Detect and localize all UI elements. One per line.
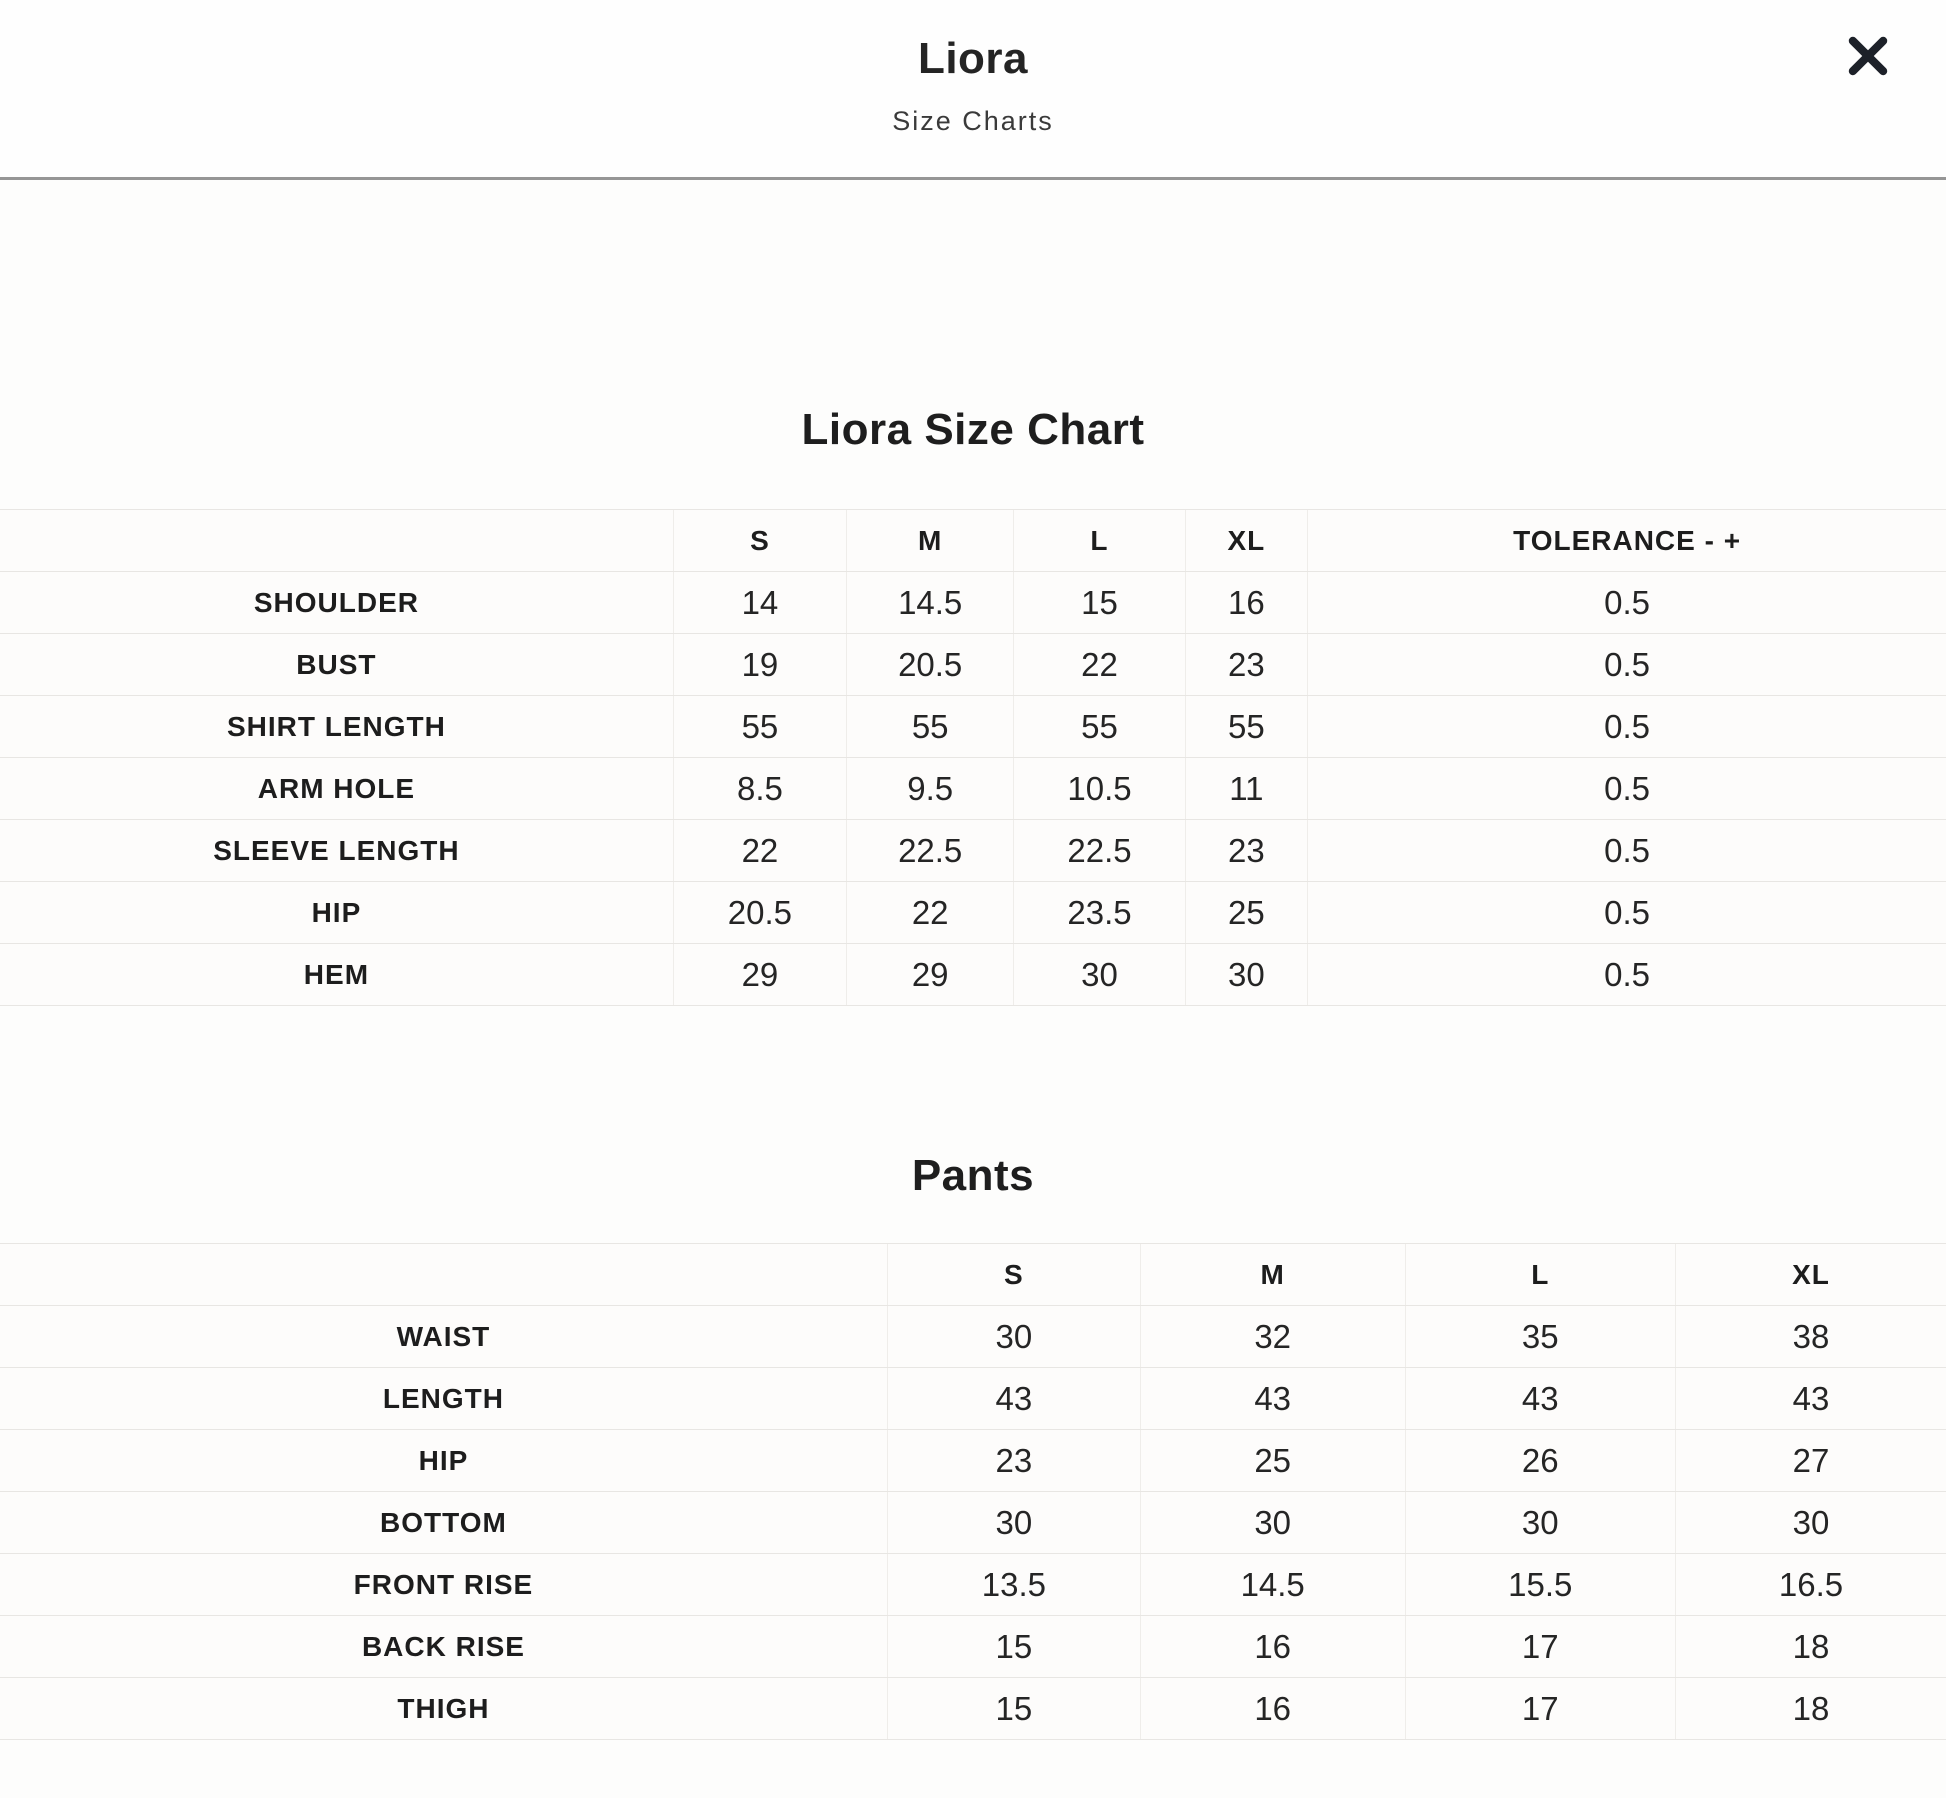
table-row <box>0 1492 1946 1554</box>
cell-value: 14 <box>673 572 846 634</box>
table-row <box>0 820 1946 882</box>
cell-value: 23 <box>1185 634 1308 696</box>
cell-value: 43 <box>1675 1368 1946 1430</box>
cell-value: 22 <box>847 882 1014 944</box>
column-header: M <box>1140 1244 1405 1306</box>
cell-value: 23.5 <box>1014 882 1185 944</box>
corner-cell <box>0 1244 887 1306</box>
cell-value: 16 <box>1185 572 1308 634</box>
column-header: XL <box>1675 1244 1946 1306</box>
cell-value: 30 <box>1675 1492 1946 1554</box>
cell-value: 29 <box>673 944 846 1006</box>
cell-value: 55 <box>673 696 846 758</box>
cell-value: 16.5 <box>1675 1554 1946 1616</box>
row-label: THIGH <box>0 1678 887 1740</box>
cell-value: 11 <box>1185 758 1308 820</box>
row-label: HIP <box>0 1430 887 1492</box>
cell-value: 15 <box>1014 572 1185 634</box>
column-header: L <box>1014 510 1185 572</box>
cell-value: 0.5 <box>1308 820 1946 882</box>
cell-value: 55 <box>1014 696 1185 758</box>
modal-title: Liora <box>917 34 1029 83</box>
table-row <box>0 1678 1946 1740</box>
cell-value: 55 <box>847 696 1014 758</box>
cell-value: 30 <box>887 1492 1140 1554</box>
pants-title: Pants <box>911 1151 1035 1200</box>
cell-value: 30 <box>1140 1492 1405 1554</box>
cell-value: 14.5 <box>1140 1554 1405 1616</box>
cell-value: 15 <box>887 1678 1140 1740</box>
cell-value: 22.5 <box>1014 820 1185 882</box>
cell-value: 18 <box>1675 1678 1946 1740</box>
table-row <box>0 1368 1946 1430</box>
cell-value: 35 <box>1405 1306 1675 1368</box>
cell-value: 15.5 <box>1405 1554 1675 1616</box>
header-row <box>0 1244 1946 1306</box>
cell-value: 17 <box>1405 1678 1675 1740</box>
table-row <box>0 758 1946 820</box>
row-label: FRONT RISE <box>0 1554 887 1616</box>
cell-value: 25 <box>1185 882 1308 944</box>
cell-value: 29 <box>847 944 1014 1006</box>
cell-value: 0.5 <box>1308 882 1946 944</box>
cell-value: 13.5 <box>887 1554 1140 1616</box>
cell-value: 55 <box>1185 696 1308 758</box>
row-label: BUST <box>0 634 673 696</box>
cell-value: 18 <box>1675 1616 1946 1678</box>
table-row <box>0 1306 1946 1368</box>
cell-value: 22 <box>1014 634 1185 696</box>
cell-value: 14.5 <box>847 572 1014 634</box>
table-row <box>0 634 1946 696</box>
cell-value: 8.5 <box>673 758 846 820</box>
cell-value: 25 <box>1140 1430 1405 1492</box>
cell-value: 26 <box>1405 1430 1675 1492</box>
cell-value: 10.5 <box>1014 758 1185 820</box>
table-row <box>0 1554 1946 1616</box>
row-label: BOTTOM <box>0 1492 887 1554</box>
cell-value: 32 <box>1140 1306 1405 1368</box>
cell-value: 9.5 <box>847 758 1014 820</box>
row-label: SLEEVE LENGTH <box>0 820 673 882</box>
table-row <box>0 944 1946 1006</box>
cell-value: 23 <box>887 1430 1140 1492</box>
close-button[interactable] <box>1838 26 1898 86</box>
row-label: BACK RISE <box>0 1616 887 1678</box>
cell-value: 15 <box>887 1616 1140 1678</box>
close-icon <box>1842 30 1894 82</box>
size-chart-title: Liora Size Chart <box>801 405 1145 454</box>
cell-value: 30 <box>1014 944 1185 1006</box>
table-row <box>0 1430 1946 1492</box>
cell-value: 43 <box>1405 1368 1675 1430</box>
row-label: HIP <box>0 882 673 944</box>
cell-value: 30 <box>887 1306 1140 1368</box>
column-header: L <box>1405 1244 1675 1306</box>
cell-value: 0.5 <box>1308 944 1946 1006</box>
cell-value: 0.5 <box>1308 572 1946 634</box>
pants-table <box>0 1243 1946 1740</box>
row-label: SHIRT LENGTH <box>0 696 673 758</box>
corner-cell <box>0 510 673 572</box>
row-label: LENGTH <box>0 1368 887 1430</box>
modal-body <box>0 405 1946 1740</box>
column-header: S <box>887 1244 1140 1306</box>
cell-value: 16 <box>1140 1678 1405 1740</box>
cell-value: 0.5 <box>1308 696 1946 758</box>
modal-header <box>0 0 1946 180</box>
row-label: HEM <box>0 944 673 1006</box>
table-row <box>0 1616 1946 1678</box>
cell-value: 20.5 <box>673 882 846 944</box>
column-header: M <box>847 510 1014 572</box>
cell-value: 27 <box>1675 1430 1946 1492</box>
column-header: S <box>673 510 846 572</box>
size-chart-table <box>0 509 1946 1006</box>
cell-value: 19 <box>673 634 846 696</box>
cell-value: 20.5 <box>847 634 1014 696</box>
cell-value: 30 <box>1185 944 1308 1006</box>
modal-subtitle: Size Charts <box>892 106 1054 136</box>
cell-value: 0.5 <box>1308 758 1946 820</box>
column-header: TOLERANCE - + <box>1308 510 1946 572</box>
cell-value: 30 <box>1405 1492 1675 1554</box>
row-label: ARM HOLE <box>0 758 673 820</box>
cell-value: 43 <box>1140 1368 1405 1430</box>
cell-value: 38 <box>1675 1306 1946 1368</box>
cell-value: 0.5 <box>1308 634 1946 696</box>
column-header: XL <box>1185 510 1308 572</box>
cell-value: 22 <box>673 820 846 882</box>
row-label: SHOULDER <box>0 572 673 634</box>
cell-value: 23 <box>1185 820 1308 882</box>
cell-value: 22.5 <box>847 820 1014 882</box>
table-row <box>0 696 1946 758</box>
row-label: WAIST <box>0 1306 887 1368</box>
table-row <box>0 882 1946 944</box>
table-row <box>0 572 1946 634</box>
cell-value: 16 <box>1140 1616 1405 1678</box>
header-row <box>0 510 1946 572</box>
cell-value: 17 <box>1405 1616 1675 1678</box>
cell-value: 43 <box>887 1368 1140 1430</box>
